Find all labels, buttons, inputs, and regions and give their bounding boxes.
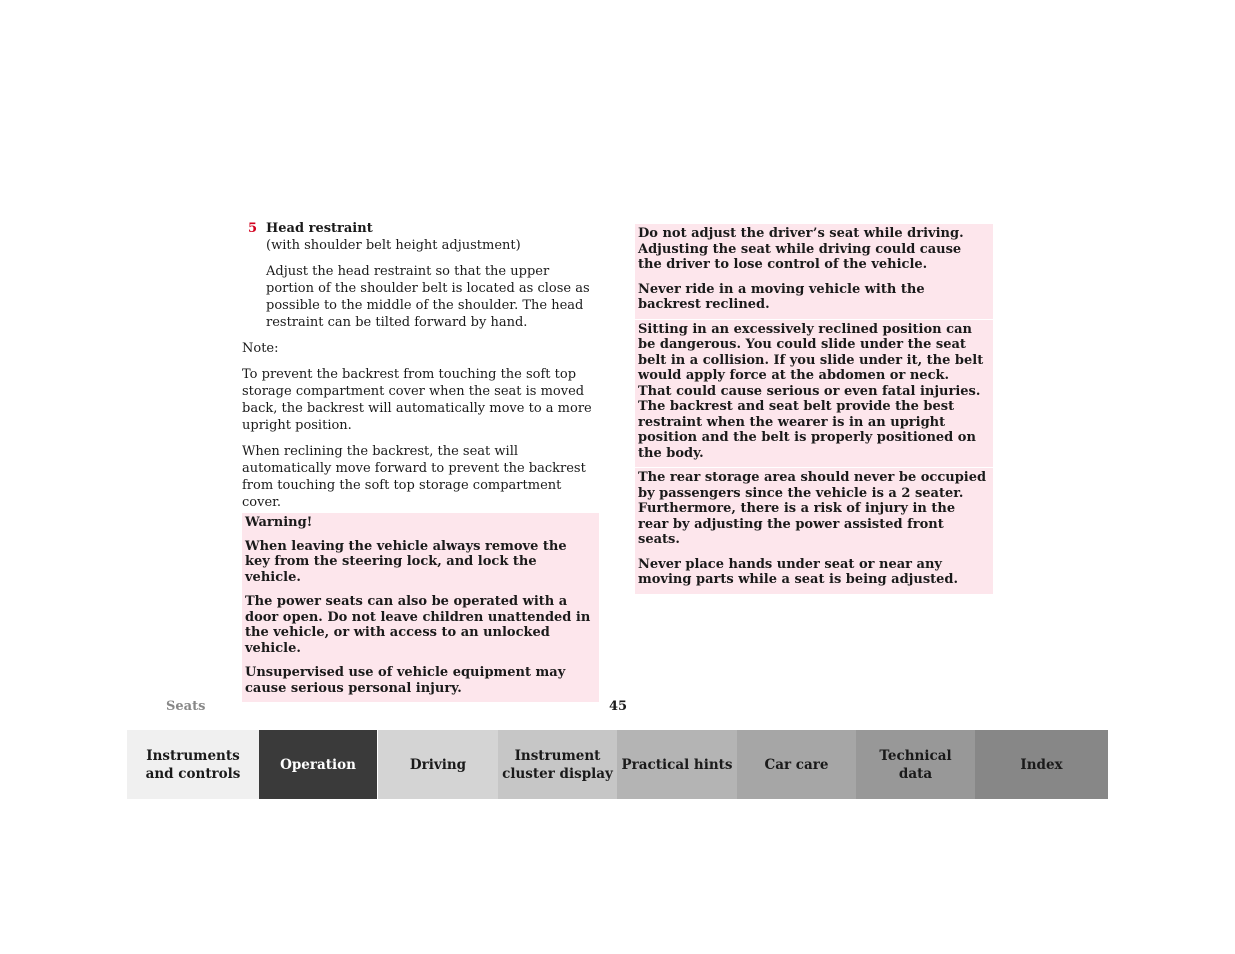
item-subtitle: (with shoulder belt height adjustment) [266,238,521,253]
nav-tab-label: Technical data [879,747,952,782]
warning-section [635,224,993,319]
note-label: Note: [242,341,279,356]
warning-box [242,513,599,702]
nav-tab-instruments-and-controls[interactable] [127,730,259,799]
item-title: Head restraint [266,221,373,236]
nav-tab-label: Instrument cluster display [502,747,613,782]
page-number: 45 [609,699,628,714]
warning-paragraph: The rear storage area should never be occupied by passengers since the vehicle is a 2 seater. Furthermore, there is a risk of injury in the rear by adjusting the power assisted front seats. [638,470,987,547]
nav-tab-instrument-cluster-display[interactable] [498,730,617,799]
nav-tab-car-care[interactable] [737,730,856,799]
note-paragraph-1: To prevent the backrest from touching the soft top storage compartment cover when the seat is moved back, the backrest will automatically move to a more upright position. [242,367,592,433]
section-title: Seats [166,699,206,714]
nav-tab-label: Instruments and controls [145,747,241,782]
main-text-column [242,220,600,511]
warning-paragraph: Do not adjust the driver’s seat while driving. Adjusting the seat while driving could cause the driver to lose control of the vehicle. [638,226,964,272]
item-body: Adjust the head restraint so that the upper portion of the shoulder belt is located as close as possible to the middle of the shoulder. The head restraint can be tilted forward by hand. [266,264,590,330]
item-head-restraint [242,220,600,331]
warning-paragraph: Sitting in an excessively reclined position can be dangerous. You could slide under the seat belt in a collision. If you slide under it, the belt would apply force at the abdomen or neck. That could cause serious or even fatal injuries. The backrest and seat belt provide the best restraint when the wearer is in an upright position and the belt is properly positioned on the body. [638,321,984,461]
nav-tab-practical-hints[interactable] [617,730,737,799]
chapter-navigation [127,730,1108,799]
nav-tab-label: Index [1020,756,1063,773]
nav-tab-label: Operation [280,756,356,773]
item-number: 5 [248,221,258,236]
warning-title: Warning! [245,515,313,530]
warning-paragraph: Never ride in a moving vehicle with the backrest reclined. [638,281,925,312]
nav-tab-index[interactable] [975,730,1108,799]
warning-section [635,319,993,468]
nav-tab-operation[interactable] [259,730,378,799]
nav-tab-technical-data[interactable] [856,730,975,799]
warning-paragraph: Unsupervised use of vehicle equipment may cause serious personal injury. [245,665,566,696]
warning-paragraph: The power seats can also be operated with a door open. Do not leave children unattended in the vehicle, or with access to an unlocked vehicle. [245,594,591,656]
nav-tab-label: Practical hints [621,756,733,773]
nav-tab-driving[interactable] [378,730,498,799]
warning-section [635,467,993,594]
warning-paragraph: Never place hands under seat or near any moving parts while a seat is being adjusted. [638,556,959,587]
safety-warning-box [635,224,993,594]
warning-paragraph: When leaving the vehicle always remove the key from the steering lock, and lock the vehicle. [245,538,567,585]
nav-tab-label: Car care [764,756,829,773]
nav-tab-label: Driving [409,756,467,773]
note-paragraph-2: When reclining the backrest, the seat will automatically move forward to prevent the backrest from touching the soft top storage compartment cover. [242,444,586,510]
